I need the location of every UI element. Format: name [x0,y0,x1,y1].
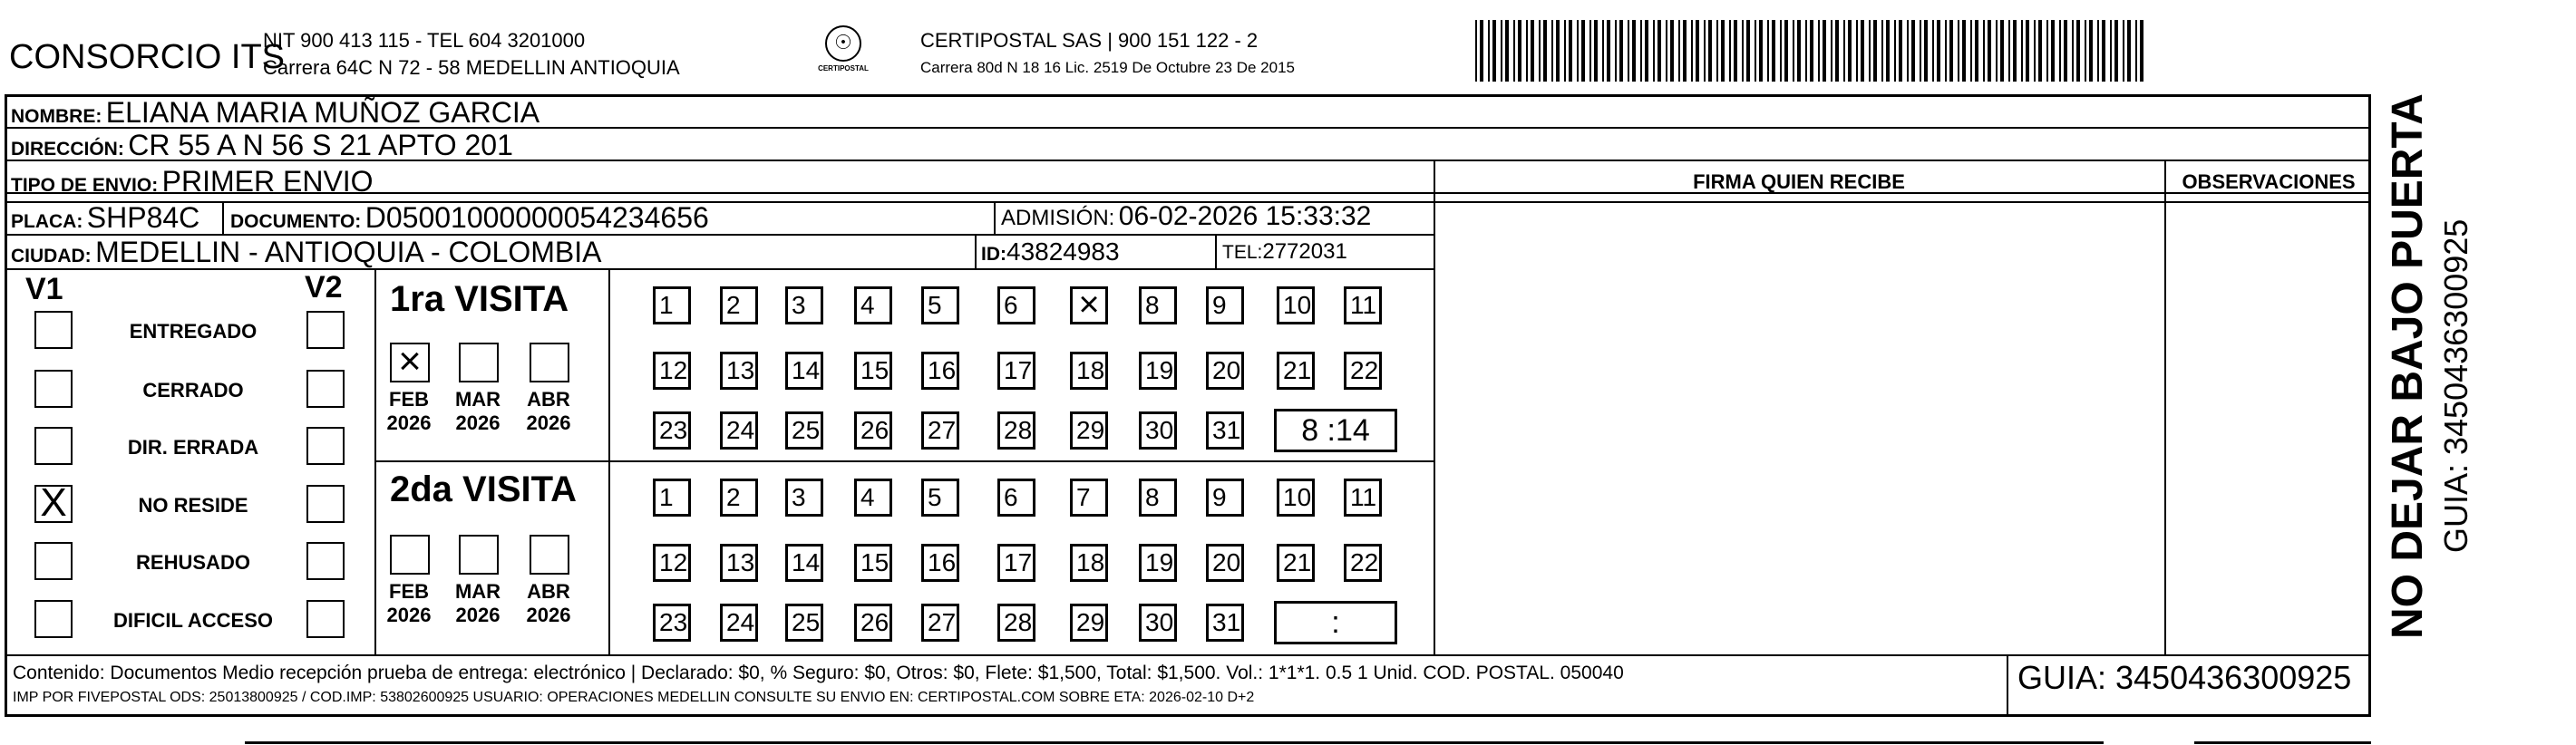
no-dejar-warning: NO DEJAR BAJO PUERTA [2384,93,2432,639]
day-checkbox[interactable]: 31 [1206,411,1244,450]
month-year: 2026 [386,604,432,626]
tipo-label: TIPO DE ENVIO: [11,175,159,196]
documento-label: DOCUMENTO: [230,211,362,232]
logo-icon: ☉ [825,25,861,62]
v1-checkbox[interactable] [34,600,73,638]
nit-line: NIT 900 413 115 - TEL 604 3201000 [263,29,586,52]
admision-label: ADMISIÓN: [1001,206,1115,230]
day-checkbox[interactable]: 7 [1070,479,1108,517]
day-checkbox[interactable]: 21 [1277,352,1315,390]
month-label [517,388,580,435]
day-checkbox[interactable]: 4 [854,286,892,324]
cell-divider [975,234,977,268]
day-checkbox[interactable]: 20 [1206,544,1244,582]
v1-header: V1 [25,272,63,306]
month-year: 2026 [455,604,501,626]
admision-cell [1001,201,1371,232]
cell-divider [994,201,996,234]
month-label [446,388,510,435]
column-divider [2164,160,2166,654]
day-checkbox[interactable]: 6 [997,479,1035,517]
day-checkbox[interactable]: 25 [785,604,823,642]
column-divider [1434,160,1435,654]
direccion-row [11,129,513,162]
day-checkbox[interactable]: 1 [653,286,691,324]
day-checkbox[interactable]: 29 [1070,411,1108,450]
month-year: 2026 [526,604,571,626]
logo-text: CERTIPOSTAL [818,64,869,73]
placa-cell [11,201,199,235]
visit1-title: 1ra VISITA [390,279,569,319]
day-checkbox[interactable]: 12 [653,544,691,582]
status-label: REHUSADO [136,551,250,574]
day-checkbox[interactable]: 16 [921,352,959,390]
direccion-label: DIRECCIÓN: [11,139,124,160]
day-checkbox[interactable]: × [1070,286,1108,324]
tel-cell [1222,239,1347,265]
id-cell [981,237,1120,266]
id-value: 43824983 [1006,237,1120,266]
day-checkbox[interactable]: 22 [1344,352,1382,390]
day-checkbox[interactable]: 16 [921,544,959,582]
cut-line [245,741,2104,744]
month-name: FEB [389,388,429,411]
section-divider [608,460,1434,462]
day-checkbox[interactable]: 25 [785,411,823,450]
day-checkbox[interactable]: 28 [997,604,1035,642]
certipostal-line: CERTIPOSTAL SAS | 900 151 122 - 2 [920,29,1259,52]
day-checkbox[interactable]: 4 [854,479,892,517]
day-checkbox[interactable]: 24 [720,604,758,642]
day-checkbox[interactable]: 3 [785,286,823,324]
month-checkbox[interactable]: × [390,343,430,382]
documento-cell [230,201,709,235]
day-checkbox[interactable]: 5 [921,286,959,324]
nombre-row [11,96,540,130]
day-checkbox[interactable]: 26 [854,604,892,642]
status-label: DIFICIL ACCESO [112,609,273,632]
day-checkbox[interactable]: 14 [785,544,823,582]
section-divider [374,460,608,462]
visit-time-field[interactable]: : [1274,601,1397,644]
v2-checkbox[interactable] [306,370,345,408]
placa-value: SHP84C [86,201,200,234]
day-checkbox[interactable]: 11 [1344,479,1382,517]
documento-value: D05001000000054234656 [365,201,709,234]
month-checkbox[interactable] [459,535,499,575]
cell-divider [1215,234,1217,268]
company-address: Carrera 64C N 72 - 58 MEDELLIN ANTIOQUIA [263,56,680,79]
company-contact [263,27,680,82]
day-checkbox[interactable]: 22 [1344,544,1382,582]
day-checkbox[interactable]: 15 [854,544,892,582]
day-checkbox[interactable]: 20 [1206,352,1244,390]
month-label [517,580,580,627]
v1-checkbox[interactable] [34,542,73,580]
day-checkbox[interactable]: 1 [653,479,691,517]
contenido-text: Contenido: Documentos Medio recepción prueba de entrega: electrónico | Declarado: $0, % Seguro: $0, Otros: $0, Flete: $1,500, Total: $1,500. Vol.: 1*1*1. 0.5 1 Unid. COD. POSTAL. 050040 [13,663,1624,683]
month-checkbox[interactable] [530,343,569,382]
day-checkbox[interactable]: 29 [1070,604,1108,642]
certipostal-logo [812,25,875,73]
row-divider [5,654,2371,656]
status-label: CERRADO [142,379,244,402]
day-checkbox[interactable]: 13 [720,544,758,582]
day-checkbox[interactable]: 3 [785,479,823,517]
month-label [377,388,441,435]
day-checkbox[interactable]: 10 [1277,286,1315,324]
company-name: CONSORCIO ITS [9,38,286,76]
month-label [377,580,441,627]
day-checkbox[interactable]: 5 [921,479,959,517]
imp-text: IMP POR FIVEPOSTAL ODS: 25013800925 / COD.IMP: 53802600925 USUARIO: OPERACIONES MEDELLIN CONSULTE SU ENVIO EN: CERTIPOSTAL.COM SOBRE ETA: 2026-02-10 D+2 [13,690,1255,705]
observaciones-header: OBSERVACIONES [2182,170,2356,193]
status-label: DIR. ERRADA [127,436,259,459]
day-checkbox[interactable]: 15 [854,352,892,390]
month-checkbox[interactable] [530,535,569,575]
month-name: MAR [454,580,501,603]
ciudad-value: MEDELLIN - ANTIOQUIA - COLOMBIA [95,236,602,268]
id-label: ID: [981,244,1006,265]
day-checkbox[interactable]: 17 [997,544,1035,582]
month-year: 2026 [455,411,501,434]
day-checkbox[interactable]: 21 [1277,544,1315,582]
firma-header: FIRMA QUIEN RECIBE [1693,170,1905,193]
side-guia: GUIA: 3450436300925 [2437,218,2474,553]
day-checkbox[interactable]: 18 [1070,544,1108,582]
v2-checkbox[interactable] [306,600,345,638]
v2-checkbox[interactable] [306,542,345,580]
month-name: FEB [389,580,429,603]
v2-checkbox[interactable] [306,427,345,465]
day-checkbox[interactable]: 9 [1206,286,1244,324]
barcode-image [1473,20,2144,82]
month-checkbox[interactable] [390,535,430,575]
day-checkbox[interactable]: 18 [1070,352,1108,390]
day-checkbox[interactable]: 8 [1139,479,1177,517]
day-checkbox[interactable]: 19 [1139,544,1177,582]
status-label: ENTREGADO [129,320,258,343]
day-checkbox[interactable]: 24 [720,411,758,450]
v1-checkbox[interactable] [34,370,73,408]
v2-header: V2 [305,270,343,305]
ciudad-cell [11,236,601,269]
day-checkbox[interactable]: 8 [1139,286,1177,324]
day-checkbox[interactable]: 9 [1206,479,1244,517]
month-name: MAR [454,388,501,411]
cut-line [2194,741,2371,744]
status-label: NO RESIDE [138,494,248,517]
placa-label: PLACA: [11,211,83,232]
day-checkbox[interactable]: 28 [997,411,1035,450]
day-checkbox[interactable]: 6 [997,286,1035,324]
row-divider [1434,201,2371,203]
tel-value: 2772031 [1262,239,1347,264]
day-checkbox[interactable]: 17 [997,352,1035,390]
day-checkbox[interactable]: 23 [653,604,691,642]
tel-label: TEL: [1222,242,1263,263]
direccion-value: CR 55 A N 56 S 21 APTO 201 [128,129,513,161]
v2-checkbox[interactable] [306,311,345,349]
visit-time-field[interactable]: 8 :14 [1274,409,1397,452]
tipo-value: PRIMER ENVIO [161,165,374,198]
visit2-title: 2da VISITA [390,469,577,509]
nombre-value: ELIANA MARIA MUÑOZ GARCIA [105,96,540,129]
guia-number: GUIA: 3450436300925 [2017,659,2352,696]
month-year: 2026 [526,411,571,434]
nombre-label: NOMBRE: [11,106,102,127]
day-checkbox[interactable]: 12 [653,352,691,390]
month-label [446,580,510,627]
month-checkbox[interactable] [459,343,499,382]
day-checkbox[interactable]: 26 [854,411,892,450]
v2-checkbox[interactable] [306,485,345,523]
day-checkbox[interactable]: 2 [720,286,758,324]
certipostal-address: Carrera 80d N 18 16 Lic. 2519 De Octubre 23 De 2015 [920,59,1295,76]
day-checkbox[interactable]: 27 [921,604,959,642]
day-checkbox[interactable]: 30 [1139,411,1177,450]
month-name: ABR [527,580,570,603]
certipostal-info [920,27,1295,82]
footer-divider [2007,654,2008,717]
month-year: 2026 [386,411,432,434]
day-checkbox[interactable]: 13 [720,352,758,390]
day-checkbox[interactable]: 10 [1277,479,1315,517]
month-name: ABR [527,388,570,411]
day-checkbox[interactable]: 27 [921,411,959,450]
day-checkbox[interactable]: 11 [1344,286,1382,324]
v1-checkbox[interactable] [34,427,73,465]
day-checkbox[interactable]: 30 [1139,604,1177,642]
day-checkbox[interactable]: 14 [785,352,823,390]
day-checkbox[interactable]: 31 [1206,604,1244,642]
v1-checkbox[interactable]: X [34,485,73,523]
tipo-row [11,165,374,198]
day-checkbox[interactable]: 19 [1139,352,1177,390]
v1-checkbox[interactable] [34,311,73,349]
day-checkbox[interactable]: 23 [653,411,691,450]
day-checkbox[interactable]: 2 [720,479,758,517]
ciudad-label: CIUDAD: [11,246,92,266]
admision-value: 06-02-2026 15:33:32 [1118,201,1372,231]
cell-divider [222,201,224,234]
